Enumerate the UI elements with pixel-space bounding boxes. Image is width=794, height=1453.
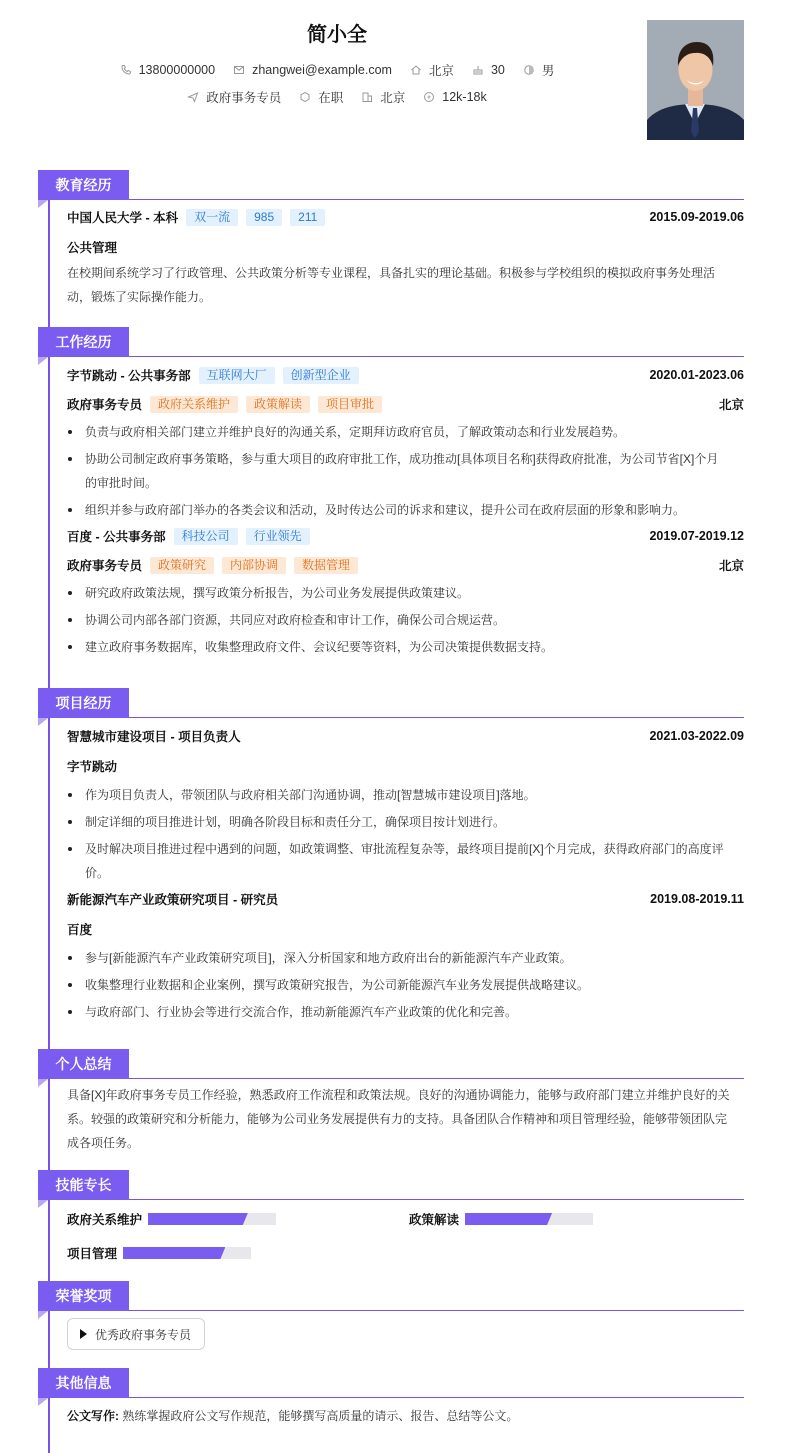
award-item <box>67 1318 205 1350</box>
education-desc: 在校期间系统学习了行政管理、公共政策分析等专业课程，具备扎实的理论基础。积极参与学校组织的模拟政府事务处理活动，锻炼了实际操作能力。 <box>67 266 716 304</box>
gender-text: 男 <box>541 64 555 78</box>
list-item: 制定详细的项目推进计划，明确各阶段目标和责任分工，确保项目按计划进行。 <box>67 810 744 834</box>
candidate-name: 简小全 <box>307 24 367 46</box>
work-header <box>38 327 744 357</box>
other-section <box>38 1368 744 1424</box>
target-city-item <box>361 88 405 106</box>
salary-item <box>423 90 486 104</box>
awards-section <box>38 1281 744 1371</box>
work-title: 工作经历 <box>38 327 129 357</box>
awards-title: 荣誉奖项 <box>38 1281 129 1311</box>
position-tag: 政策研究 <box>150 557 214 574</box>
location-item <box>410 61 454 79</box>
list-item: 作为项目负责人，带领团队与政府相关部门沟通协调，推动[智慧城市建设项目]落地。 <box>67 783 744 807</box>
job-position-row <box>67 395 744 413</box>
company-tag: 创新型企业 <box>283 367 359 384</box>
project-org: 字节跳动 <box>67 760 118 774</box>
section-fold <box>38 357 48 365</box>
position-tag: 政府关系维护 <box>150 396 238 413</box>
summary-section <box>38 1049 744 1155</box>
job-bullets <box>67 420 744 522</box>
skills-title: 技能专长 <box>38 1170 129 1200</box>
list-item: 收集整理行业数据和企业案例，撰写政策研究报告，为公司新能源汽车业务发展提供战略建议。 <box>67 973 744 997</box>
company-line <box>67 527 310 545</box>
gender-icon <box>523 64 535 76</box>
email-text: zhangwei@example.com <box>252 63 392 77</box>
education-date: 2015.09-2019.06 <box>649 210 744 224</box>
job-city: 北京 <box>718 398 744 412</box>
school-name: 中国人民大学 - 本科 <box>67 211 179 225</box>
section-fold <box>38 1200 48 1208</box>
summary-header <box>38 1049 744 1079</box>
education-row <box>67 208 744 226</box>
company-line <box>67 366 359 384</box>
list-item: 参与[新能源汽车产业政策研究项目]，深入分析国家和地方政府出台的新能源汽车产业政策。 <box>67 946 744 970</box>
list-item: 组织并参与政府部门举办的各类会议和活动，及时传达公司的诉求和建议，提升公司在政府层面的形象和影响力。 <box>67 498 744 522</box>
status-item <box>299 88 343 106</box>
gender-item <box>523 61 555 79</box>
skill-bar <box>148 1213 276 1225</box>
project-row <box>67 890 744 908</box>
school-tag: 985 <box>246 209 282 226</box>
send-icon <box>187 91 199 103</box>
project-row <box>67 727 744 745</box>
projects-body <box>38 727 744 1024</box>
company-name: 百度 - 公共事务部 <box>67 530 166 544</box>
other-title: 其他信息 <box>38 1368 129 1398</box>
list-item: 协助公司制定政府事务策略，参与重大项目的政府审批工作，成功推动[具体项目名称]获得政府批准，为公司节省[X]个月的审批时间。 <box>67 447 744 495</box>
project-bullets <box>67 946 744 1024</box>
summary-body <box>38 1079 744 1155</box>
skill-item <box>409 1210 593 1228</box>
company-tag: 行业领先 <box>246 528 310 545</box>
skill-bar-fill <box>123 1247 225 1259</box>
position-tag: 数据管理 <box>294 557 358 574</box>
target-position-text: 政府事务专员 <box>206 91 282 105</box>
age-text: 30 <box>490 63 505 77</box>
section-fold <box>38 200 48 208</box>
location-text: 北京 <box>428 64 454 78</box>
home-icon <box>410 64 422 76</box>
awards-header <box>38 1281 744 1311</box>
job-date: 2019.07-2019.12 <box>649 529 744 543</box>
job-company-row <box>67 366 744 384</box>
list-item: 协调公司内部各部门资源，共同应对政府检查和审计工作，确保公司合规运营。 <box>67 608 744 632</box>
other-header <box>38 1368 744 1398</box>
section-fold <box>38 1311 48 1319</box>
project-name: 智慧城市建设项目 - 项目负责人 <box>67 730 241 744</box>
position-tag: 项目审批 <box>318 396 382 413</box>
phone-icon <box>120 64 132 76</box>
projects-title: 项目经历 <box>38 688 129 718</box>
education-title: 教育经历 <box>38 170 129 200</box>
skill-item <box>67 1244 251 1262</box>
position-line <box>67 395 382 413</box>
skill-name: 项目管理 <box>67 1247 118 1261</box>
mail-icon <box>233 64 245 76</box>
salary-text: 12k-18k <box>442 90 487 104</box>
projects-header <box>38 688 744 718</box>
status-icon <box>299 91 311 103</box>
education-header <box>38 170 744 200</box>
target-city-text: 北京 <box>380 91 406 105</box>
project-org: 百度 <box>67 923 93 937</box>
other-text: 熟练掌握政府公文写作规范，能够撰写高质量的请示、报告、总结等公文。 <box>122 1409 519 1423</box>
award-name: 优秀政府事务专员 <box>95 1327 192 1342</box>
skill-item <box>67 1210 276 1228</box>
age-item <box>472 63 505 77</box>
skill-name: 政府关系维护 <box>67 1213 143 1227</box>
education-section <box>38 170 744 309</box>
phone-text: 13800000000 <box>138 63 216 77</box>
work-section <box>38 327 744 659</box>
other-body <box>38 1398 744 1424</box>
job-intent-row <box>0 88 674 106</box>
resume-header <box>0 0 794 150</box>
school-tag: 双一流 <box>186 209 238 226</box>
skill-name: 政策解读 <box>409 1213 460 1227</box>
list-item: 负责与政府相关部门建立并维护良好的沟通关系，定期拜访政府官员，了解政策动态和行业发展趋势。 <box>67 420 744 444</box>
section-fold <box>38 718 48 726</box>
other-label: 公文写作: <box>67 1409 119 1423</box>
project-name: 新能源汽车产业政策研究项目 - 研究员 <box>67 893 279 907</box>
phone-item <box>120 63 215 77</box>
position-name: 政府事务专员 <box>67 398 143 412</box>
skills-header <box>38 1170 744 1200</box>
company-name: 字节跳动 - 公共事务部 <box>67 369 191 383</box>
position-line <box>67 556 358 574</box>
status-text: 在职 <box>318 91 344 105</box>
skill-bar <box>465 1213 593 1225</box>
position-tag: 内部协调 <box>222 557 286 574</box>
skills-section <box>38 1170 744 1270</box>
position-tag: 政策解读 <box>246 396 310 413</box>
contact-row <box>0 61 674 79</box>
job-bullets <box>67 581 744 659</box>
job-company-row <box>67 527 744 545</box>
cake-icon <box>472 64 484 76</box>
job-city: 北京 <box>718 559 744 573</box>
skill-bar-fill <box>465 1213 552 1225</box>
school-line <box>67 208 325 226</box>
major: 公共管理 <box>67 241 118 255</box>
project-date: 2021.03-2022.09 <box>649 729 744 743</box>
summary-title: 个人总结 <box>38 1049 129 1079</box>
list-item: 研究政府政策法规，撰写政策分析报告，为公司业务发展提供政策建议。 <box>67 581 744 605</box>
project-bullets <box>67 783 744 885</box>
skill-bar-fill <box>148 1213 248 1225</box>
project-date: 2019.08-2019.11 <box>650 892 744 906</box>
building-icon <box>361 91 373 103</box>
list-item: 建立政府事务数据库，收集整理政府文件、会议纪要等资料，为公司决策提供数据支持。 <box>67 635 744 659</box>
position-name: 政府事务专员 <box>67 559 143 573</box>
education-body <box>38 208 744 309</box>
job-position-row <box>67 556 744 574</box>
skill-bar <box>123 1247 251 1259</box>
company-tag: 互联网大厂 <box>199 367 275 384</box>
list-item: 及时解决项目推进过程中遇到的问题，如政策调整、审批流程复杂等，最终项目提前[X]个月完成，获得政府部门的高度评价。 <box>67 837 744 885</box>
work-body <box>38 366 744 659</box>
school-tag: 211 <box>290 209 325 226</box>
section-fold <box>38 1079 48 1087</box>
section-fold <box>38 1398 48 1406</box>
salary-icon <box>423 91 435 103</box>
summary-text: 具备[X]年政府事务专员工作经验，熟悉政府工作流程和政策法规。良好的沟通协调能力，能够与政府部门建立并维护良好的关系。较强的政策研究和分析能力，能够为公司业务发展提供有力的支持。具备团队合作精神和项目管理经验，能够带领团队完成各项任务。 <box>67 1088 730 1150</box>
projects-section <box>38 688 744 1024</box>
email-item <box>233 63 392 77</box>
play-icon <box>80 1329 87 1339</box>
profile-photo <box>647 20 744 140</box>
job-date: 2020.01-2023.06 <box>649 368 744 382</box>
target-position-item <box>187 88 281 106</box>
list-item: 与政府部门、行业协会等进行交流合作，推动新能源汽车产业政策的优化和完善。 <box>67 1000 744 1024</box>
company-tag: 科技公司 <box>174 528 238 545</box>
